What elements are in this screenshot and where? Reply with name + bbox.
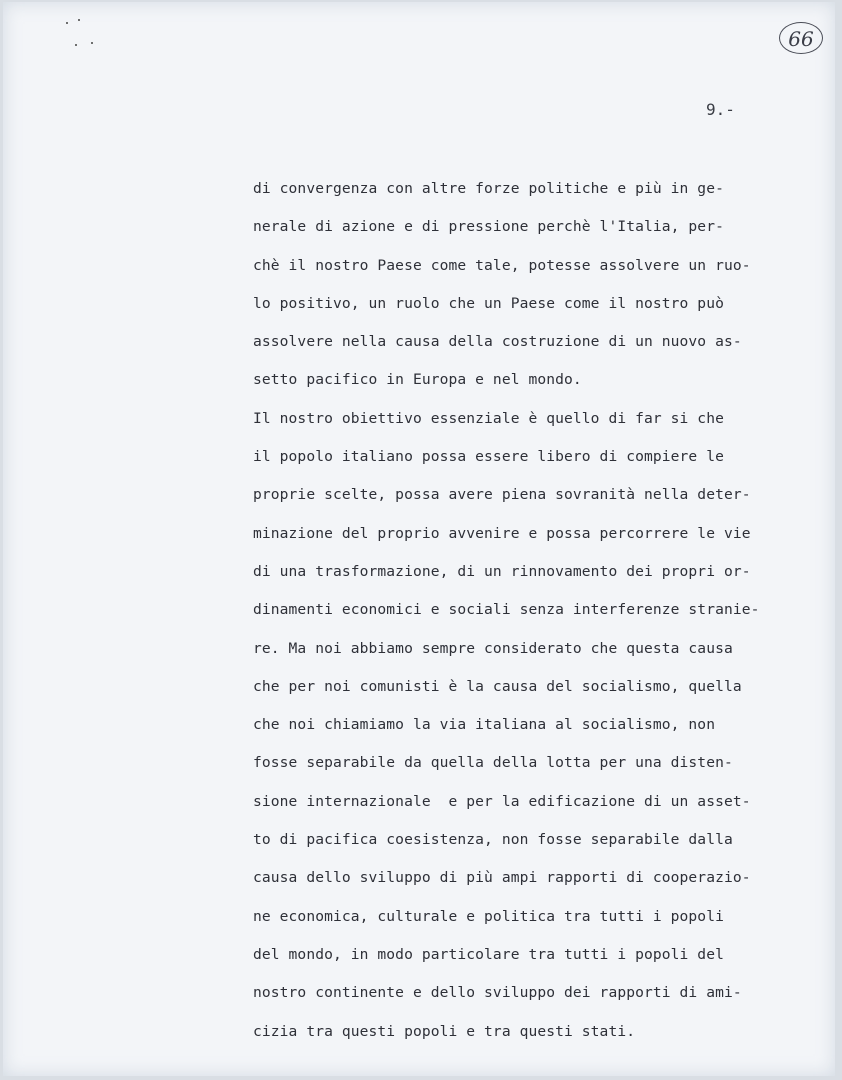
text-line: cizia tra questi popoli e tra questi stati. — [253, 1022, 636, 1040]
ink-speck — [66, 22, 68, 24]
text-line: sione internazionale e per la edificazione di un asset- — [253, 792, 751, 810]
ink-speck — [75, 44, 77, 46]
text-line: lo positivo, un ruolo che un Paese come il nostro può — [253, 294, 724, 312]
text-line: nostro continente e dello sviluppo dei rapporti di ami- — [253, 984, 742, 1002]
text-line: causa dello sviluppo di più ampi rapporti di cooperazio- — [253, 869, 751, 887]
text-line: di convergenza con altre forze politiche e più in ge- — [253, 180, 724, 197]
text-line: che per noi comunisti è la causa del socialismo, quella — [253, 677, 742, 695]
text-line: che noi chiamiamo la via italiana al socialismo, non — [253, 716, 716, 734]
ink-speck — [91, 42, 93, 44]
text-line: del mondo, in modo particolare tra tutti i popoli del — [253, 945, 724, 963]
text-line: re. Ma noi abbiamo sempre considerato che questa causa — [253, 639, 733, 657]
folio-stamp: 66 — [779, 22, 823, 54]
text-line: Il nostro obiettivo essenziale è quello di far si che — [253, 409, 724, 427]
text-line: dinamenti economici e sociali senza interferenze stranie- — [253, 601, 760, 619]
text-line: proprie scelte, possa avere piena sovranità nella deter- — [253, 486, 751, 504]
body-text — [253, 174, 760, 1055]
document-page — [3, 2, 835, 1076]
text-line: di una trasformazione, di un rinnovamento dei propri or- — [253, 562, 751, 580]
text-line: fosse separabile da quella della lotta per una disten- — [253, 754, 733, 772]
text-line: il popolo italiano possa essere libero di compiere le — [253, 448, 724, 466]
text-line: assolvere nella causa della costruzione di un nuovo as- — [253, 333, 742, 351]
text-line: nerale di azione e di pressione perchè l'Italia, per- — [253, 218, 724, 236]
text-line: chè il nostro Paese come tale, potesse assolvere un ruo- — [253, 256, 751, 274]
page-number: 9.- — [706, 100, 735, 119]
text-line: minazione del proprio avvenire e possa percorrere le vie — [253, 524, 751, 542]
text-line: setto pacifico in Europa e nel mondo. — [253, 371, 582, 389]
text-line: ne economica, culturale e politica tra tutti i popoli — [253, 907, 724, 925]
text-line: to di pacifica coesistenza, non fosse separabile dalla — [253, 831, 733, 849]
ink-speck — [78, 19, 80, 21]
